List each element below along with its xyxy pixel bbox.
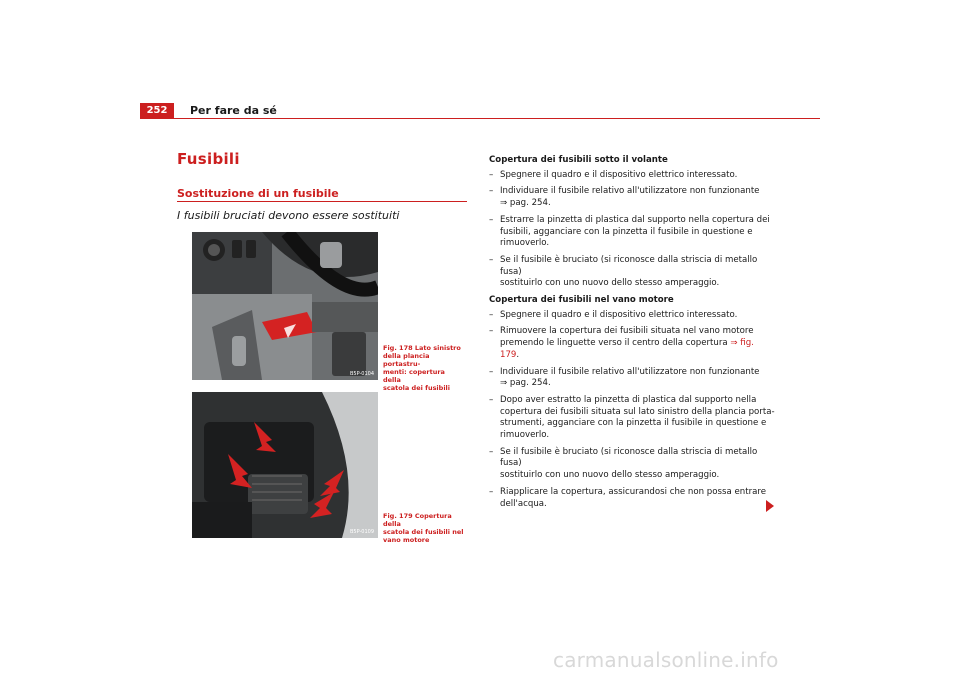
section-lead: I fusibili bruciati devono essere sostituiti (177, 209, 400, 222)
caption-line: Fig. 178 Lato sinistro (383, 344, 461, 352)
step-line: Dopo aver estratto la pinzetta di plastica dal supporto nella (500, 394, 757, 405)
figure-179-code: B5P-0109 (349, 529, 374, 535)
step-line: Estrarre la pinzetta di plastica dal supporto nella copertura dei (500, 214, 770, 225)
block1-step (489, 215, 775, 250)
figure-178-image (192, 232, 378, 380)
block1-step (489, 186, 775, 209)
step-dash: – (489, 169, 494, 180)
step-dash: – (489, 394, 494, 405)
figure-179-caption (383, 512, 465, 544)
step-line-end: . (516, 349, 520, 360)
block2-heading: Copertura dei fusibili nel vano motore (489, 295, 674, 306)
step-dash: – (489, 486, 494, 497)
block2-step (489, 395, 775, 442)
instructions-column (489, 155, 775, 515)
step-line: Spegnere il quadro e il dispositivo elettrico interessato. (500, 309, 738, 320)
step-line: rimuoverlo. (500, 238, 550, 249)
header-rule (174, 118, 820, 119)
caption-line: scatola dei fusibili (383, 384, 450, 392)
block2-step (489, 487, 775, 510)
block1-step (489, 170, 775, 182)
step-dash: – (489, 366, 494, 377)
step-line: Riapplicare la copertura, assicurandosi che non possa entrare (500, 486, 766, 497)
section-rule (177, 201, 467, 202)
step-line: rimuoverlo. (500, 430, 550, 441)
step-dash: – (489, 309, 494, 320)
step-line: premendo le linguette verso il centro della copertura (500, 338, 731, 349)
step-line: Spegnere il quadro e il dispositivo elettrico interessato. (500, 169, 738, 180)
step-dash: – (489, 326, 494, 337)
block2-step (489, 310, 775, 322)
block2-step (489, 447, 775, 482)
step-line: Rimuovere la copertura dei fusibili situata nel vano motore (500, 326, 754, 337)
step-dash: – (489, 214, 494, 225)
step-line: Individuare il fusibile relativo all'utilizzatore non funzionante (500, 366, 760, 377)
page-reference[interactable]: ⇒ pag. 254. (500, 198, 551, 209)
watermark: carmanualsonline.info (553, 648, 779, 672)
step-line: strumenti, agganciare con la pinzetta il fusibile in questione e (500, 418, 767, 429)
figure-179-image (192, 392, 378, 538)
caption-line: Fig. 179 Copertura della (383, 512, 452, 528)
continue-arrow-icon (766, 500, 774, 512)
step-line: dell'acqua. (500, 498, 547, 509)
step-line: Individuare il fusibile relativo all'utilizzatore non funzionante (500, 186, 760, 197)
step-line: sostituirlo con uno nuovo dello stesso amperaggio. (500, 278, 720, 289)
page-reference[interactable]: ⇒ pag. 254. (500, 378, 551, 389)
chapter-title: Fusibili (177, 150, 240, 168)
figure-178-caption (383, 344, 465, 392)
block1-step (489, 255, 775, 290)
page-number: 252 (140, 103, 174, 119)
step-line: fusibili, agganciare con la pinzetta il fusibile in questione e (500, 226, 753, 237)
block2-step (489, 367, 775, 390)
step-line: sostituirlo con uno nuovo dello stesso amperaggio. (500, 470, 720, 481)
block1-heading: Copertura dei fusibili sotto il volante (489, 155, 668, 165)
caption-line: menti: copertura della (383, 368, 445, 384)
step-dash: – (489, 186, 494, 197)
figure-178-code: B5P-0104 (349, 371, 374, 377)
caption-line: della plancia portastru- (383, 352, 430, 368)
step-dash: – (489, 254, 494, 265)
section-title: Sostituzione di un fusibile (177, 187, 339, 200)
step-line: Se il fusibile è bruciato (si riconosce dalla striscia di metallo fusa) (500, 254, 758, 277)
caption-line: vano motore (383, 536, 430, 544)
step-line: copertura dei fusibili situata sul lato sinistro della plancia porta- (500, 406, 775, 417)
running-head: Per fare da sé (190, 104, 277, 117)
caption-line: scatola dei fusibili nel (383, 528, 464, 536)
step-dash: – (489, 446, 494, 457)
figure-reference-link[interactable]: ⇒ fig. 179 (500, 338, 754, 360)
step-line: Se il fusibile è bruciato (si riconosce dalla striscia di metallo fusa) (500, 446, 758, 469)
block2-step (489, 326, 775, 361)
